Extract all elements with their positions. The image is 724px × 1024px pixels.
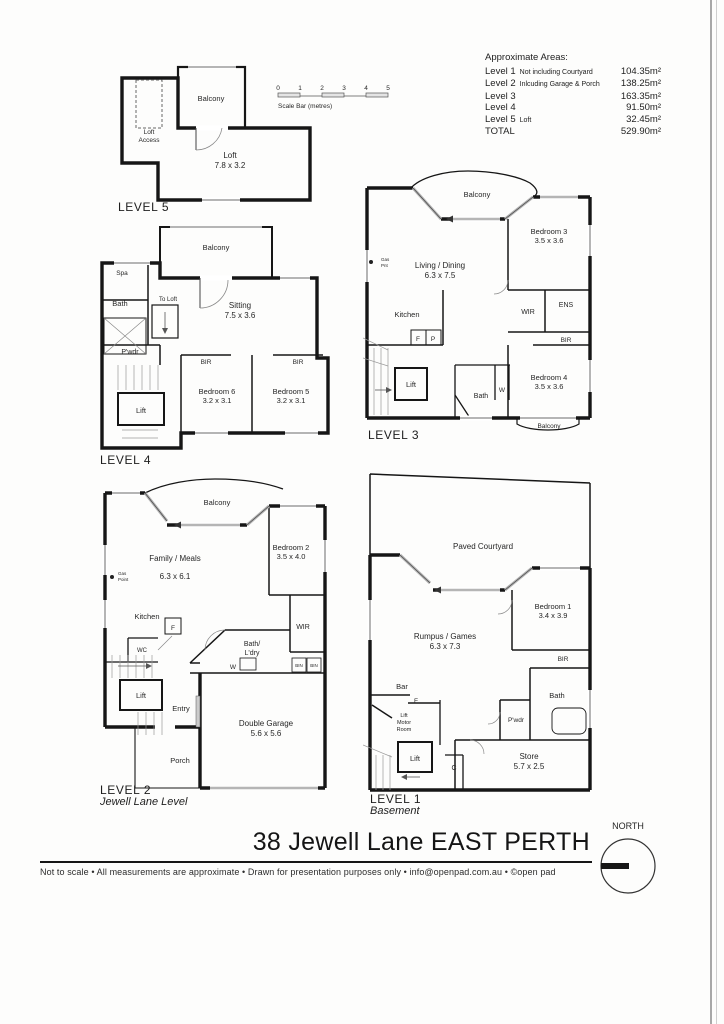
- level5-title: LEVEL 5: [118, 200, 170, 214]
- room-label-lift-motor: Lift: [400, 713, 408, 719]
- level1-subtitle: Basement: [370, 805, 420, 817]
- gas-point-icon: [110, 575, 114, 579]
- room-dims-sitting: 7.5 x 3.6: [224, 311, 256, 320]
- to-loft-arrow-icon: [162, 328, 168, 334]
- front-door: [196, 696, 200, 727]
- appliance-label-p: P: [430, 336, 436, 343]
- scale-bar: [272, 82, 402, 114]
- room-label-bed4: Bedroom 4: [530, 373, 568, 382]
- room-label-balcony: Balcony: [197, 94, 225, 103]
- room-label-bed5: Bedroom 5: [272, 387, 310, 396]
- door-arrow-icon: [434, 587, 441, 594]
- svg-text:5: 5: [386, 85, 390, 92]
- room-label-wir: WIR: [296, 624, 310, 631]
- room-label-entry: Entry: [172, 704, 190, 713]
- areas-total-row: TOTAL 529.90m²: [485, 126, 661, 138]
- room-dims-living: 6.3 x 7.5: [424, 271, 456, 280]
- room-label-garage: Double Garage: [238, 719, 294, 728]
- svg-text:Access: Access: [138, 137, 160, 144]
- room-dims-bed5: 3.2 x 3.1: [276, 396, 306, 405]
- courtyard-fence: [370, 474, 590, 568]
- room-label-loft-access: Loft: [143, 129, 155, 136]
- room-dims-bed1: 3.4 x 3.9: [538, 611, 568, 620]
- stair-arrow-icon: [146, 663, 152, 669]
- appliance-label-f: F: [416, 336, 420, 343]
- gas-point-label: Gas: [381, 257, 390, 262]
- areas-row: Level 5 Loft 32.45m²: [485, 113, 661, 125]
- room-label-bed1: Bedroom 1: [534, 602, 572, 611]
- areas-row: Level 1 Not including Courtyard 104.35m²: [485, 66, 661, 77]
- stair-arrow-icon: [401, 774, 407, 780]
- room-label-bath: Bath: [112, 299, 128, 308]
- scan-edge-line: [710, 0, 712, 1024]
- room-label-courtyard: Paved Courtyard: [452, 542, 514, 551]
- appliance-label-f: F: [171, 625, 175, 632]
- room-label-store: Store: [519, 752, 539, 761]
- north-arrow-icon: [601, 863, 629, 869]
- appliance-label-f: F: [414, 698, 418, 705]
- north-label: NORTH: [612, 821, 644, 831]
- room-label-wc: WC: [137, 648, 147, 654]
- title-rule: [40, 861, 592, 863]
- room-label-family: Family / Meals: [149, 554, 201, 563]
- svg-text:Point: Point: [118, 577, 129, 582]
- areas-table: [485, 52, 661, 137]
- disclaimer-footer: Not to scale • All measurements are approximate • Drawn for presentation purposes only • info@openpad.com.au • ©open pad: [40, 867, 556, 877]
- closet-label-w: W: [229, 664, 237, 671]
- room-label-lift: Lift: [405, 380, 417, 389]
- north-indicator: [592, 818, 667, 898]
- level1-walls: [370, 474, 590, 790]
- room-label-bed3: Bedroom 3: [530, 227, 568, 236]
- gas-point-label: Gas: [118, 571, 127, 576]
- room-label-spa: Spa: [116, 270, 128, 277]
- closet-label-w: W: [498, 387, 506, 394]
- svg-text:Motor: Motor: [396, 720, 412, 726]
- bathtub: [552, 708, 586, 734]
- room-label-bir: BIR: [292, 359, 304, 366]
- room-dims-bed2: 3.5 x 4.0: [276, 552, 306, 561]
- svg-text:3: 3: [342, 85, 346, 92]
- room-label-bath: Bath: [549, 691, 565, 700]
- room-label-balcony: Balcony: [203, 498, 231, 507]
- level2-openings: [105, 493, 325, 788]
- room-label-living: Living / Dining: [414, 261, 466, 270]
- room-label-balcony: Balcony: [202, 243, 230, 252]
- room-label-wir: WIR: [521, 309, 535, 316]
- room-dims-rumpus: 6.3 x 7.3: [429, 642, 461, 651]
- gas-point-icon: [369, 260, 373, 264]
- room-label-pwdr: P'wdr: [507, 717, 525, 724]
- room-dims-garage: 5.6 x 5.6: [250, 729, 282, 738]
- stairs-level1: [376, 755, 390, 790]
- level2-subtitle: Jewell Lane Level: [100, 796, 188, 808]
- svg-text:Room: Room: [396, 727, 412, 733]
- level1-title: LEVEL 1: [370, 792, 422, 806]
- scale-bar-label: Scale Bar (metres): [278, 103, 333, 110]
- room-label-kitchen: Kitchen: [394, 310, 420, 319]
- bin-label: BIN: [295, 663, 303, 668]
- level2-plan: [95, 478, 340, 810]
- stairs-level3: [374, 348, 388, 415]
- closet-label-c: C: [451, 765, 457, 772]
- room-label-rumpus: Rumpus / Games: [413, 632, 477, 641]
- level2-title: LEVEL 2: [100, 783, 152, 797]
- door-arrow-icon: [446, 216, 453, 223]
- room-dims-store: 5.7 x 2.5: [513, 762, 545, 771]
- room-label-kitchen: Kitchen: [134, 612, 160, 621]
- loft-access-hatch: [136, 80, 162, 128]
- svg-text:2: 2: [320, 85, 324, 92]
- room-label-balcony: Balcony: [463, 190, 491, 199]
- room-label-bar: Bar: [396, 682, 408, 691]
- level4-title: LEVEL 4: [100, 453, 152, 467]
- room-label-porch: Porch: [170, 756, 190, 765]
- room-label-to-loft: To Loft: [158, 297, 178, 303]
- room-dims-loft: 7.8 x 3.2: [214, 161, 246, 170]
- room-label-bath-ldry: Bath/: [243, 641, 261, 648]
- room-label-bir: BIR: [557, 656, 569, 663]
- room-label-balcony-bottom: Balcony: [537, 423, 561, 430]
- stair-arrow-icon: [386, 387, 392, 393]
- level3-plan: [363, 170, 598, 455]
- areas-heading: Approximate Areas:: [485, 52, 568, 63]
- level3-title: LEVEL 3: [368, 428, 420, 442]
- bin-label: BIN: [310, 663, 318, 668]
- room-label-ens: ENS: [558, 302, 574, 309]
- room-dims-family: 6.3 x 6.1: [159, 572, 191, 581]
- room-label-bir: BIR: [200, 359, 212, 366]
- svg-text:0: 0: [276, 85, 280, 92]
- room-label-bed6: Bedroom 6: [198, 387, 236, 396]
- room-label-bed2: Bedroom 2: [272, 543, 310, 552]
- room-label-loft: Loft: [223, 151, 237, 160]
- room-label-pwdr: P'wdr: [121, 349, 139, 356]
- level1-plan: [363, 465, 608, 815]
- stairs-level2-lower: [138, 712, 162, 735]
- svg-text:1: 1: [298, 85, 302, 92]
- room-label-lift: Lift: [135, 406, 147, 415]
- room-dims-bed4: 3.5 x 3.6: [534, 382, 564, 391]
- door-arrow-icon: [174, 522, 181, 529]
- room-label-lift: Lift: [135, 691, 147, 700]
- svg-text:L'dry: L'dry: [244, 650, 260, 657]
- areas-row: Level 2 Inlcuding Garage & Porch 138.25m²: [485, 78, 661, 90]
- property-title: 38 Jewell Lane EAST PERTH: [252, 828, 590, 856]
- svg-text:4: 4: [364, 85, 368, 92]
- level4-plan: [95, 220, 340, 475]
- room-label-sitting: Sitting: [228, 301, 252, 310]
- room-dims-bed3: 3.5 x 3.6: [534, 236, 564, 245]
- scale-bar-ticks: [276, 85, 390, 92]
- room-label-lift: Lift: [409, 754, 421, 763]
- scale-bar-segments: [278, 93, 388, 97]
- stairs-level4: [118, 365, 158, 390]
- room-label-bir: BIR: [560, 337, 572, 344]
- areas-row: Level 4 91.50m²: [485, 102, 661, 114]
- level5-labels: [139, 94, 246, 170]
- scan-edge-line-light: [716, 0, 717, 1024]
- room-label-bath: Bath: [473, 393, 489, 400]
- svg-text:Pnt: Pnt: [381, 263, 388, 268]
- areas-row: Level 3 163.35m²: [485, 90, 661, 102]
- room-dims-bed6: 3.2 x 3.1: [202, 396, 232, 405]
